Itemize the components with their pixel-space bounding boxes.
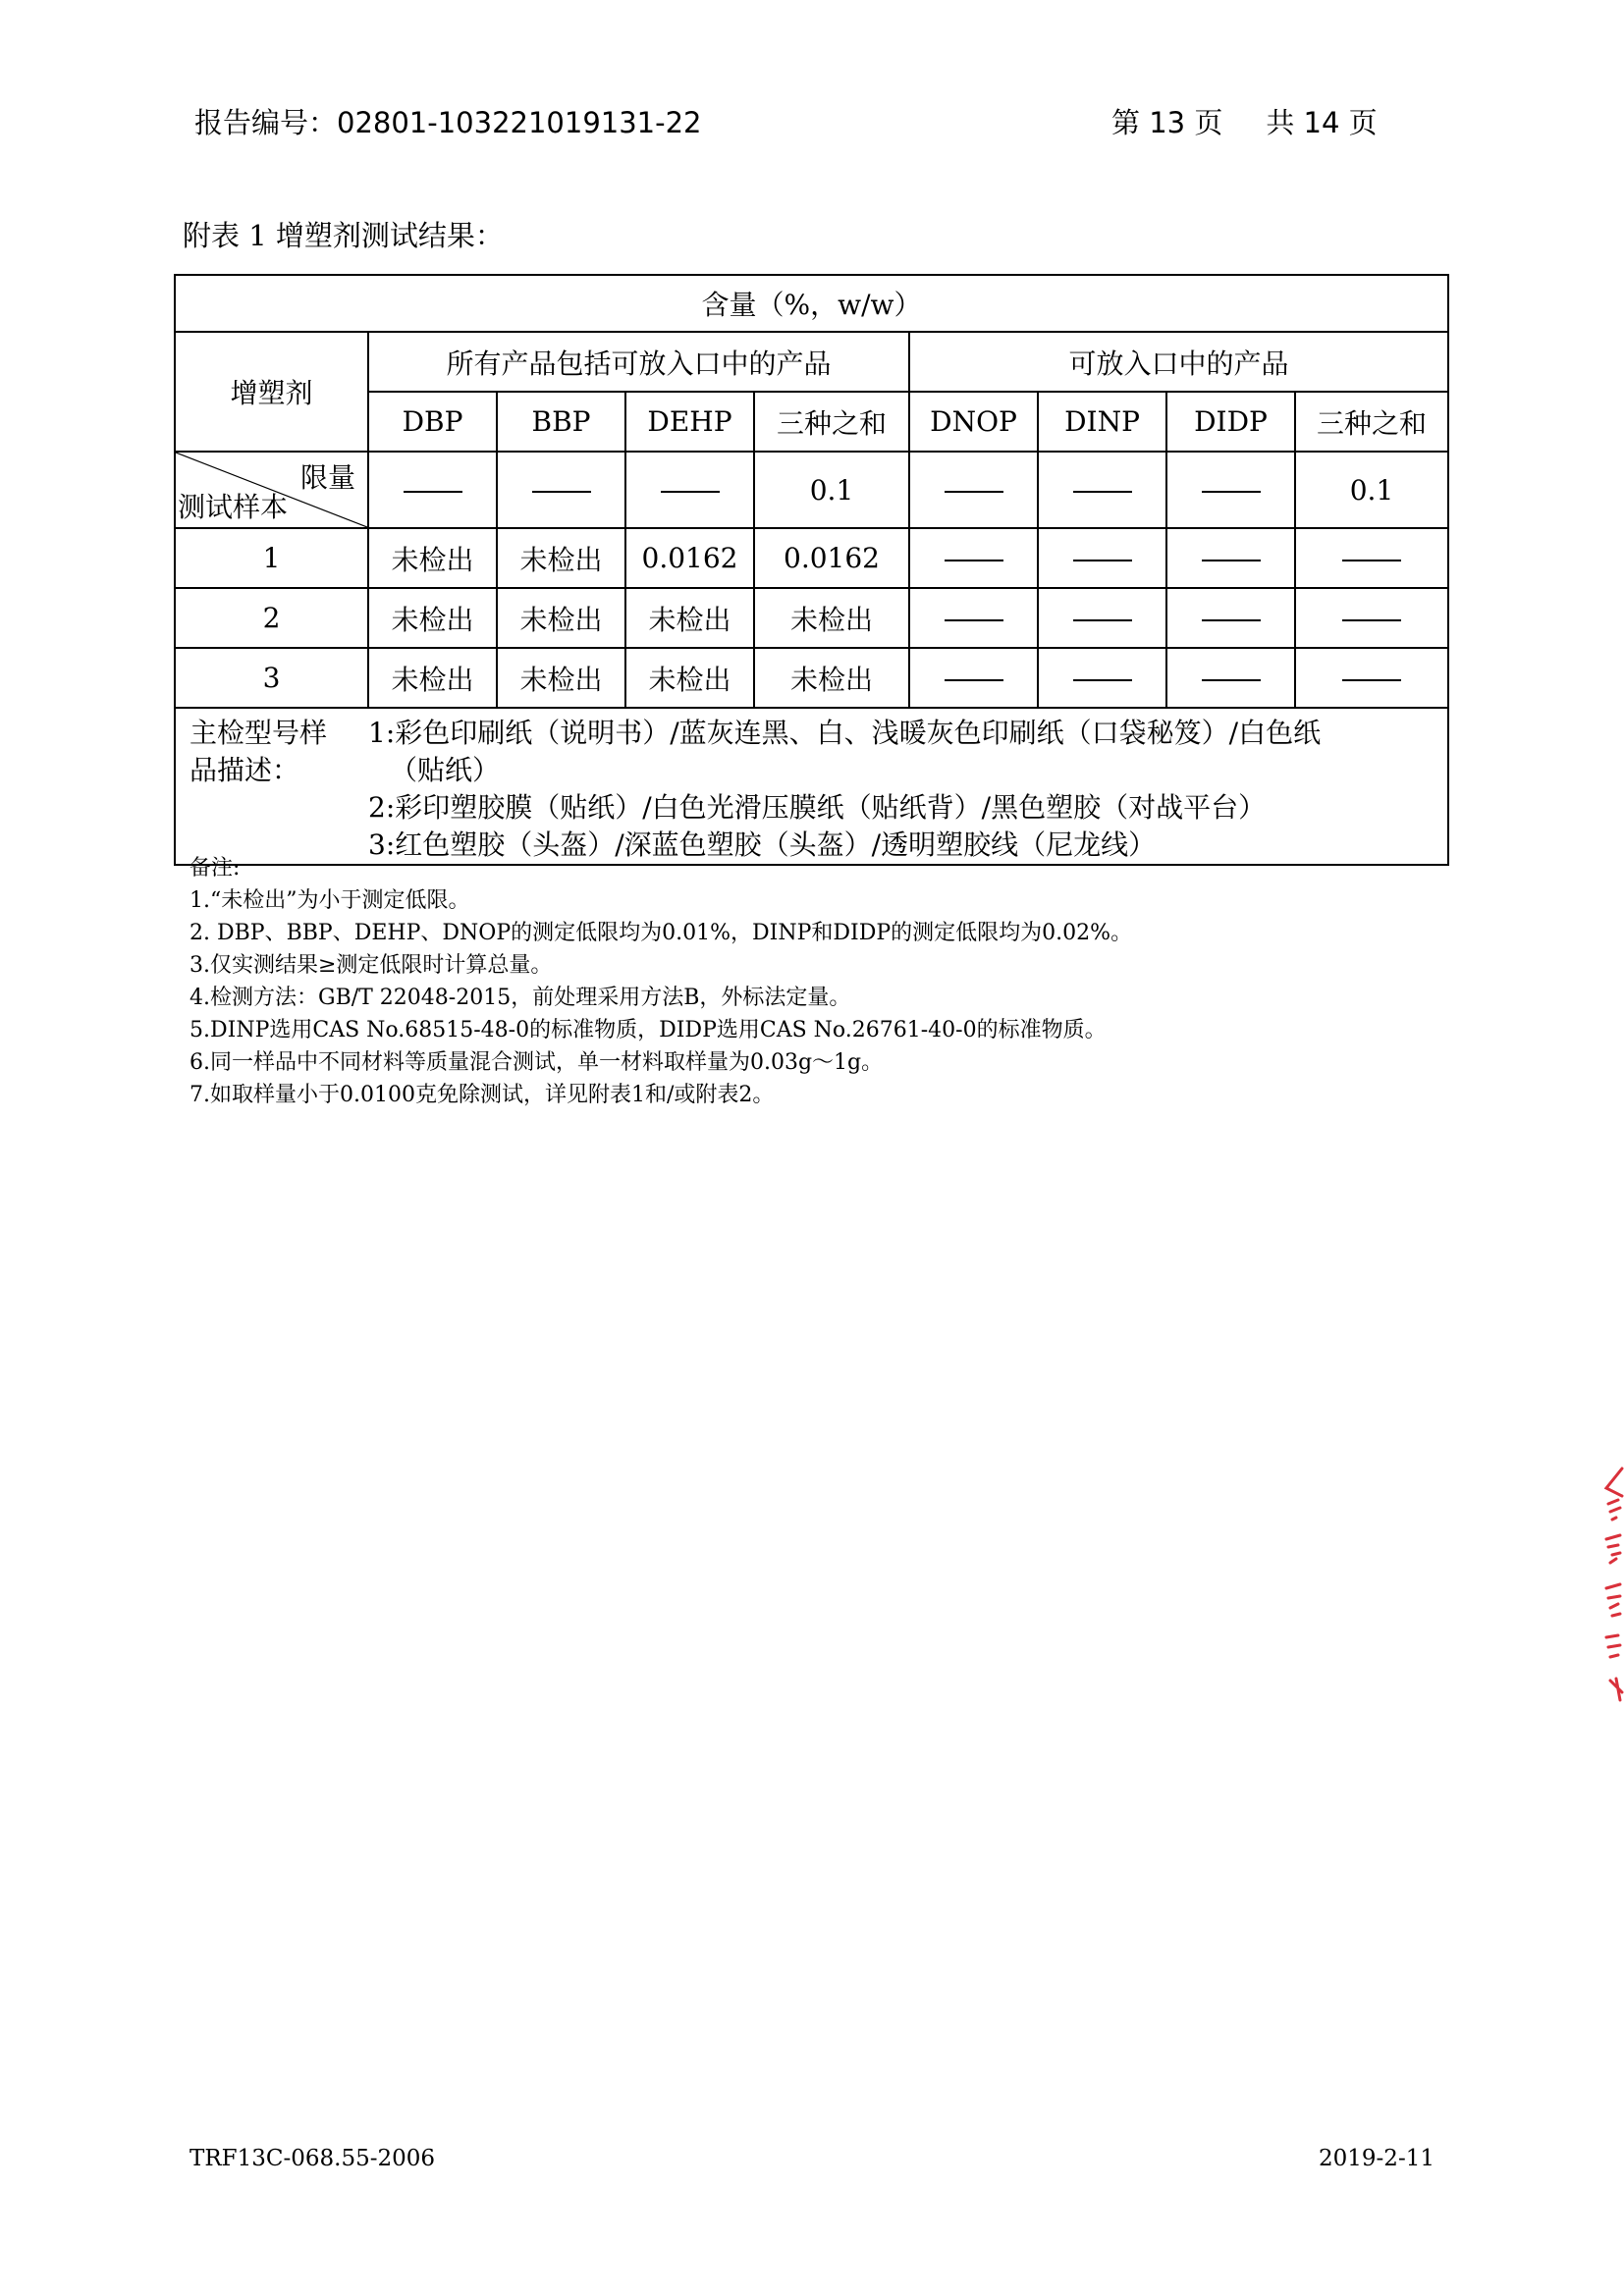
result-cell: 未检出 (625, 588, 754, 648)
column-header: DEHP (625, 392, 754, 452)
content-header: 含量（%，w/w） (175, 275, 1448, 332)
result-cell: 未检出 (497, 648, 625, 708)
result-cell (1038, 588, 1166, 648)
result-cell: 未检出 (368, 588, 497, 648)
result-cell (1038, 528, 1166, 588)
footer-date: 2019-2-11 (1319, 2146, 1435, 2171)
result-cell: 未检出 (625, 648, 754, 708)
plasticizer-results-table (174, 274, 1449, 866)
note-item: 5.DINP选用CAS No.68515-48-0的标准物质，DIDP选用CAS No.26761-40-0的标准物质。 (189, 1018, 1107, 1042)
table-caption: 附表 1 增塑剂测试结果： (183, 219, 504, 252)
table-row (175, 648, 1448, 708)
dash-mark (1342, 560, 1401, 561)
dash-mark (945, 619, 1003, 621)
dash-mark (1073, 560, 1132, 561)
result-cell: 未检出 (497, 528, 625, 588)
result-cell (1295, 528, 1448, 588)
result-cell: 未检出 (368, 528, 497, 588)
table-row (175, 528, 1448, 588)
result-cell (909, 528, 1038, 588)
sample-description-row (175, 708, 1448, 865)
result-cell: 0.0162 (754, 528, 909, 588)
description-label-line: 品描述： (189, 754, 300, 786)
column-header: BBP (497, 392, 625, 452)
result-cell (1166, 648, 1295, 708)
limit-cell (625, 452, 754, 528)
note-item: 7.如取样量小于0.0100克免除测试，详见附表1和/或附表2。 (189, 1083, 775, 1107)
dash-mark (945, 491, 1003, 493)
dash-mark (661, 491, 720, 493)
limit-cell: 0.1 (1295, 452, 1448, 528)
group-header-mouthable-products: 可放入口中的产品 (909, 332, 1448, 392)
result-cell (1295, 588, 1448, 648)
column-header: DNOP (909, 392, 1038, 452)
report-number: 报告编号：02801-103221019131-22 (194, 106, 702, 139)
dash-mark (1202, 679, 1261, 681)
result-cell: 未检出 (368, 648, 497, 708)
description-body (368, 708, 1448, 865)
dash-mark (1202, 619, 1261, 621)
seal-stamp-fragment (1589, 1461, 1624, 1706)
column-header: 三种之和 (1295, 392, 1448, 452)
limit-cell (1166, 452, 1295, 528)
dash-mark (1202, 491, 1261, 493)
form-number: TRF13C-068.55-2006 (189, 2146, 436, 2171)
dash-mark (945, 560, 1003, 561)
limit-cell (497, 452, 625, 528)
description-line: 2:彩印塑胶膜（贴纸）/白色光滑压膜纸（贴纸背）/黑色塑胶（对战平台） (368, 791, 1267, 824)
dash-mark (1342, 619, 1401, 621)
limit-row (175, 452, 1448, 528)
column-header: DINP (1038, 392, 1166, 452)
result-cell (909, 588, 1038, 648)
result-cell: 未检出 (754, 588, 909, 648)
description-line: 1:彩色印刷纸（说明书）/蓝灰连黑、白、浅暖灰色印刷纸（口袋秘笈）/白色纸 (368, 717, 1322, 749)
table-row (175, 588, 1448, 648)
dash-mark (1073, 619, 1132, 621)
note-item: 6.同一样品中不同材料等质量混合测试，单一材料取样量为0.03g～1g。 (189, 1050, 884, 1075)
dash-mark (1073, 491, 1132, 493)
row-header: 增塑剂 (175, 332, 368, 452)
note-item: 1.“未检出”为小于测定低限。 (189, 888, 470, 913)
limit-cell (909, 452, 1038, 528)
sample-id: 2 (175, 588, 368, 648)
result-cell (1166, 588, 1295, 648)
limit-cell (368, 452, 497, 528)
dash-mark (532, 491, 591, 493)
result-cell (1038, 648, 1166, 708)
dash-mark (1342, 679, 1401, 681)
page-number: 第 13 页 (1111, 106, 1223, 139)
limit-cell: 0.1 (754, 452, 909, 528)
notes-section (189, 852, 1132, 1111)
dash-mark (945, 679, 1003, 681)
sample-label: 测试样本 (178, 491, 289, 523)
sample-id: 1 (175, 528, 368, 588)
result-cell (1166, 528, 1295, 588)
column-header: DBP (368, 392, 497, 452)
description-label-line: 主检型号样 (189, 717, 328, 749)
limit-label: 限量 (299, 461, 355, 494)
note-item: 2. DBP、BBP、DEHP、DNOP的测定低限均为0.01%，DINP和DIDP的测定低限均为0.02%。 (189, 921, 1133, 945)
description-line: （贴纸） (390, 754, 501, 786)
column-header: DIDP (1166, 392, 1295, 452)
dash-mark (404, 491, 462, 493)
limit-cell (1038, 452, 1166, 528)
sample-id: 3 (175, 648, 368, 708)
page-indicator (1111, 101, 1378, 141)
result-cell: 未检出 (497, 588, 625, 648)
result-cell: 未检出 (754, 648, 909, 708)
description-label (175, 708, 368, 865)
dash-mark (1073, 679, 1132, 681)
result-cell: 0.0162 (625, 528, 754, 588)
dash-mark (1202, 560, 1261, 561)
page-total: 共 14 页 (1266, 106, 1378, 139)
diagonal-header-cell (175, 452, 368, 528)
result-cell (909, 648, 1038, 708)
group-header-all-products: 所有产品包括可放入口中的产品 (368, 332, 909, 392)
note-item: 3.仅实测结果≥测定低限时计算总量。 (189, 953, 553, 978)
column-header: 三种之和 (754, 392, 909, 452)
notes-heading: 备注: (189, 856, 241, 881)
note-item: 4.检测方法：GB/T 22048-2015，前处理采用方法B，外标法定量。 (189, 986, 851, 1010)
description-line: 3:红色塑胶（头盔）/深蓝色塑胶（头盔）/透明塑胶线（尼龙线） (368, 828, 1157, 861)
result-cell (1295, 648, 1448, 708)
